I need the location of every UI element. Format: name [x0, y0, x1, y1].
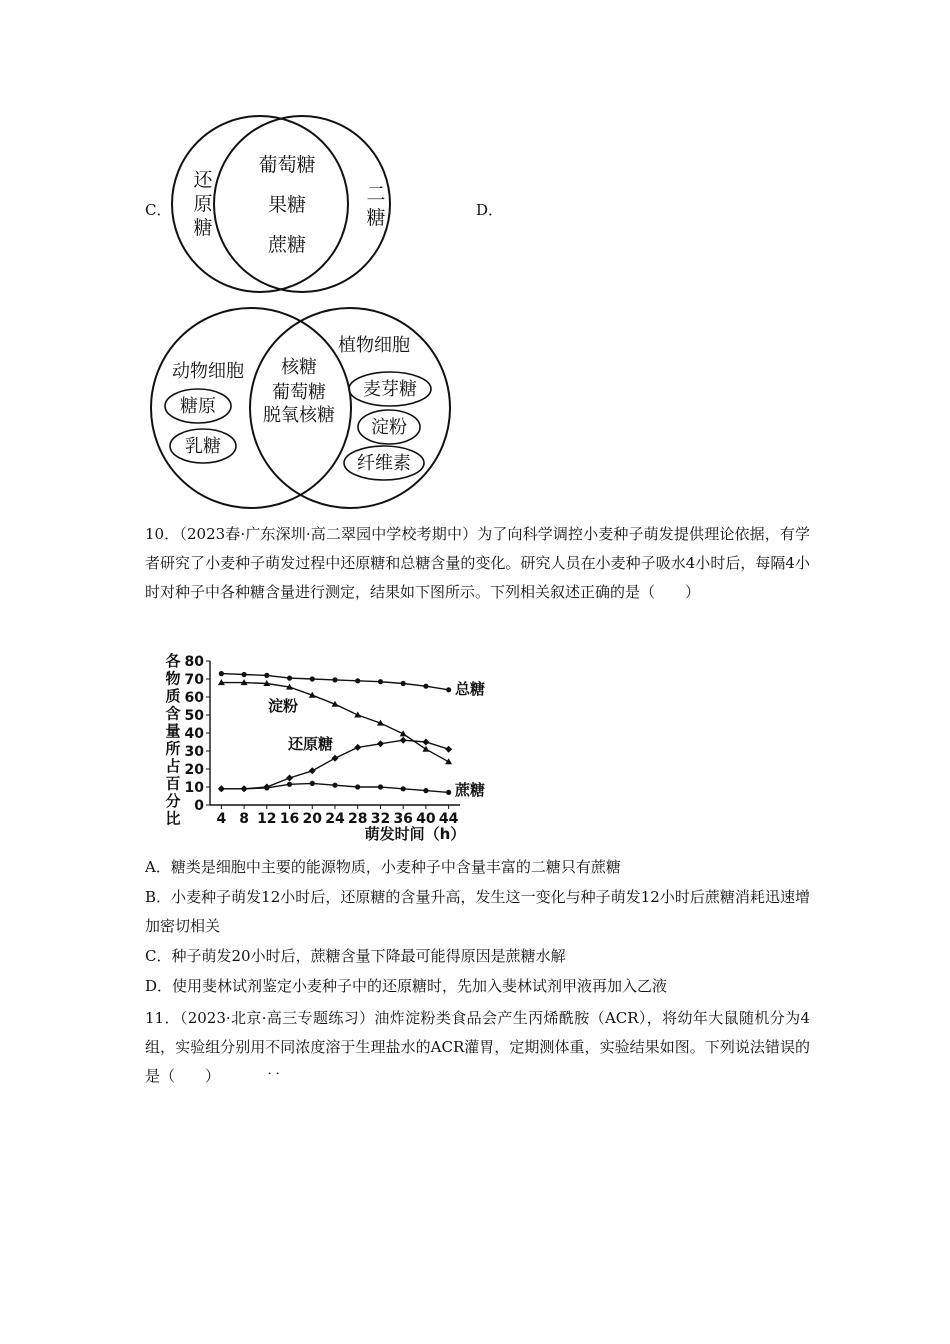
- y-axis-label-char: 分: [165, 792, 181, 810]
- data-point: [423, 788, 428, 793]
- question-10-option-a: A．糖类是细胞中主要的能源物质，小麦种子中含量丰富的二糖只有蔗糖: [145, 858, 621, 876]
- data-point: [332, 783, 337, 788]
- series-line-还原糖: [221, 740, 448, 789]
- x-tick-label: 28: [347, 811, 368, 827]
- data-point: [264, 673, 269, 678]
- data-point: [354, 744, 361, 751]
- data-point: [309, 767, 316, 774]
- data-point: [377, 740, 384, 747]
- venn2-right-item: 淀粉: [371, 417, 407, 438]
- data-point: [286, 775, 293, 782]
- data-point: [378, 679, 383, 684]
- data-point: [264, 785, 269, 790]
- y-tick-label: 40: [184, 726, 204, 742]
- option-d-label: D．: [476, 201, 504, 219]
- data-point: [401, 681, 406, 686]
- y-tick-label: 20: [184, 762, 204, 778]
- y-axis-label-char: 占: [165, 757, 181, 775]
- emphasis-dots: ．．: [268, 1066, 289, 1077]
- data-point: [332, 755, 339, 762]
- y-tick-label: 80: [184, 654, 204, 670]
- y-tick-label: 0: [194, 798, 204, 814]
- data-point: [241, 672, 246, 677]
- venn2-left-item: 糖原: [180, 396, 216, 417]
- y-tick-label: 70: [184, 672, 204, 688]
- data-point: [310, 781, 315, 786]
- data-point: [355, 784, 360, 789]
- venn1-right-char: 糖: [366, 207, 386, 229]
- question-10-option-c: C．种子萌发20小时后，蔗糖含量下降最可能得原因是蔗糖水解: [145, 947, 566, 965]
- question-10-option-b: B．小麦种子萌发12小时后，还原糖的含量升高，发生这一变化与种子萌发12小时后蔗糖消耗迅速增加密切相关: [145, 888, 810, 935]
- data-point: [378, 784, 383, 789]
- y-tick-label: 60: [184, 690, 204, 706]
- data-point: [287, 782, 292, 787]
- data-point: [355, 678, 360, 683]
- data-point: [332, 677, 337, 682]
- y-axis-label-char: 各: [165, 652, 181, 670]
- x-tick-label: 8: [239, 811, 249, 827]
- data-point: [241, 786, 246, 791]
- venn2-right-item: 麦芽糖: [363, 379, 417, 400]
- venn1-left-char: 糖: [193, 217, 213, 239]
- series-label: 总糖: [455, 680, 486, 698]
- series-label: 淀粉: [268, 697, 299, 715]
- data-point: [400, 737, 407, 744]
- y-axis-label-char: 含: [165, 704, 181, 723]
- venn1-left-char: 还: [193, 169, 213, 191]
- data-point: [422, 746, 429, 752]
- venn1-center-item: 果糖: [267, 194, 307, 216]
- question-10-stem: 10．（2023春·广东深圳·高二翠园中学校考期中）为了向科学调控小麦种子萌发提供理论依据，有学者研究了小麦种子萌发过程中还原糖和总糖含量的变化。研究人员在小麦种子吸水4小时后，每隔4小时对种子中各种糖含量进行测定，结果如下图所示。下列相关叙述正确的是（ ）: [145, 525, 810, 601]
- x-tick-label: 24: [325, 811, 345, 827]
- venn2-right-title: 植物细胞: [338, 335, 410, 356]
- series-line-淀粉: [221, 683, 448, 762]
- sugar-content-line-chart: [150, 648, 510, 844]
- series-label: 还原糖: [288, 735, 334, 753]
- x-tick-label: 32: [370, 811, 391, 827]
- question-11-stem: 11．（2023·北京·高三专题练习）油炸淀粉类食品会产生丙烯酰胺（ACR），将幼年大鼠随机分为4组，实验组分别用不同浓度溶于生理盐水的ACR灌胃，定期测体重，实验结果如图。下列说法错误的是（ ）: [145, 1009, 810, 1085]
- y-tick-label: 30: [184, 744, 204, 760]
- venn2-left-title: 动物细胞: [172, 361, 244, 382]
- data-point: [219, 786, 224, 791]
- venn2-center-item: 脱氧核糖: [263, 405, 335, 426]
- option-c-label: C．: [145, 201, 172, 219]
- data-point: [422, 739, 429, 746]
- y-axis-label-char: 质: [165, 687, 181, 705]
- data-point: [401, 786, 406, 791]
- venn2-center-item: 核糖: [281, 357, 317, 378]
- data-point: [310, 676, 315, 681]
- y-axis-label-char: 比: [165, 809, 181, 828]
- venn2-left-item: 乳糖: [185, 436, 221, 457]
- x-tick-label: 12: [257, 811, 277, 827]
- venn1-center-item: 蔗糖: [267, 234, 307, 256]
- venn1-right-char: 二: [366, 183, 386, 205]
- x-tick-label: 4: [216, 811, 227, 827]
- venn1-center-item: 葡萄糖: [258, 154, 316, 176]
- data-point: [287, 676, 292, 681]
- y-tick-label: 10: [184, 780, 204, 796]
- x-tick-label: 20: [302, 811, 323, 827]
- y-axis-label-char: 所: [165, 739, 181, 758]
- y-axis-label-char: 物: [165, 669, 181, 688]
- data-point: [446, 790, 451, 795]
- series-label: 蔗糖: [455, 781, 486, 799]
- data-point: [446, 687, 451, 692]
- data-point: [445, 758, 452, 764]
- x-tick-label: 40: [416, 811, 436, 827]
- data-point: [423, 684, 428, 689]
- x-tick-label: 44: [438, 811, 459, 827]
- x-tick-label: 36: [393, 811, 413, 827]
- data-point: [445, 746, 452, 753]
- venn-diagram-reducing-sugar: [160, 110, 410, 300]
- question-10-option-d: D．使用斐林试剂鉴定小麦种子中的还原糖时，先加入斐林试剂甲液再加入乙液: [145, 977, 668, 995]
- venn2-center-item: 葡萄糖: [272, 382, 326, 403]
- x-tick-label: 16: [279, 811, 300, 827]
- venn-diagram-cells: [140, 305, 460, 515]
- y-axis-label-char: 百: [165, 774, 181, 793]
- venn2-right-item: 纤维素: [357, 453, 411, 474]
- venn1-left-char: 原: [193, 193, 213, 215]
- x-axis-label: 萌发时间（h）: [364, 825, 466, 843]
- data-point: [219, 671, 224, 676]
- y-tick-label: 50: [184, 708, 204, 724]
- y-axis-label-char: 量: [165, 722, 181, 740]
